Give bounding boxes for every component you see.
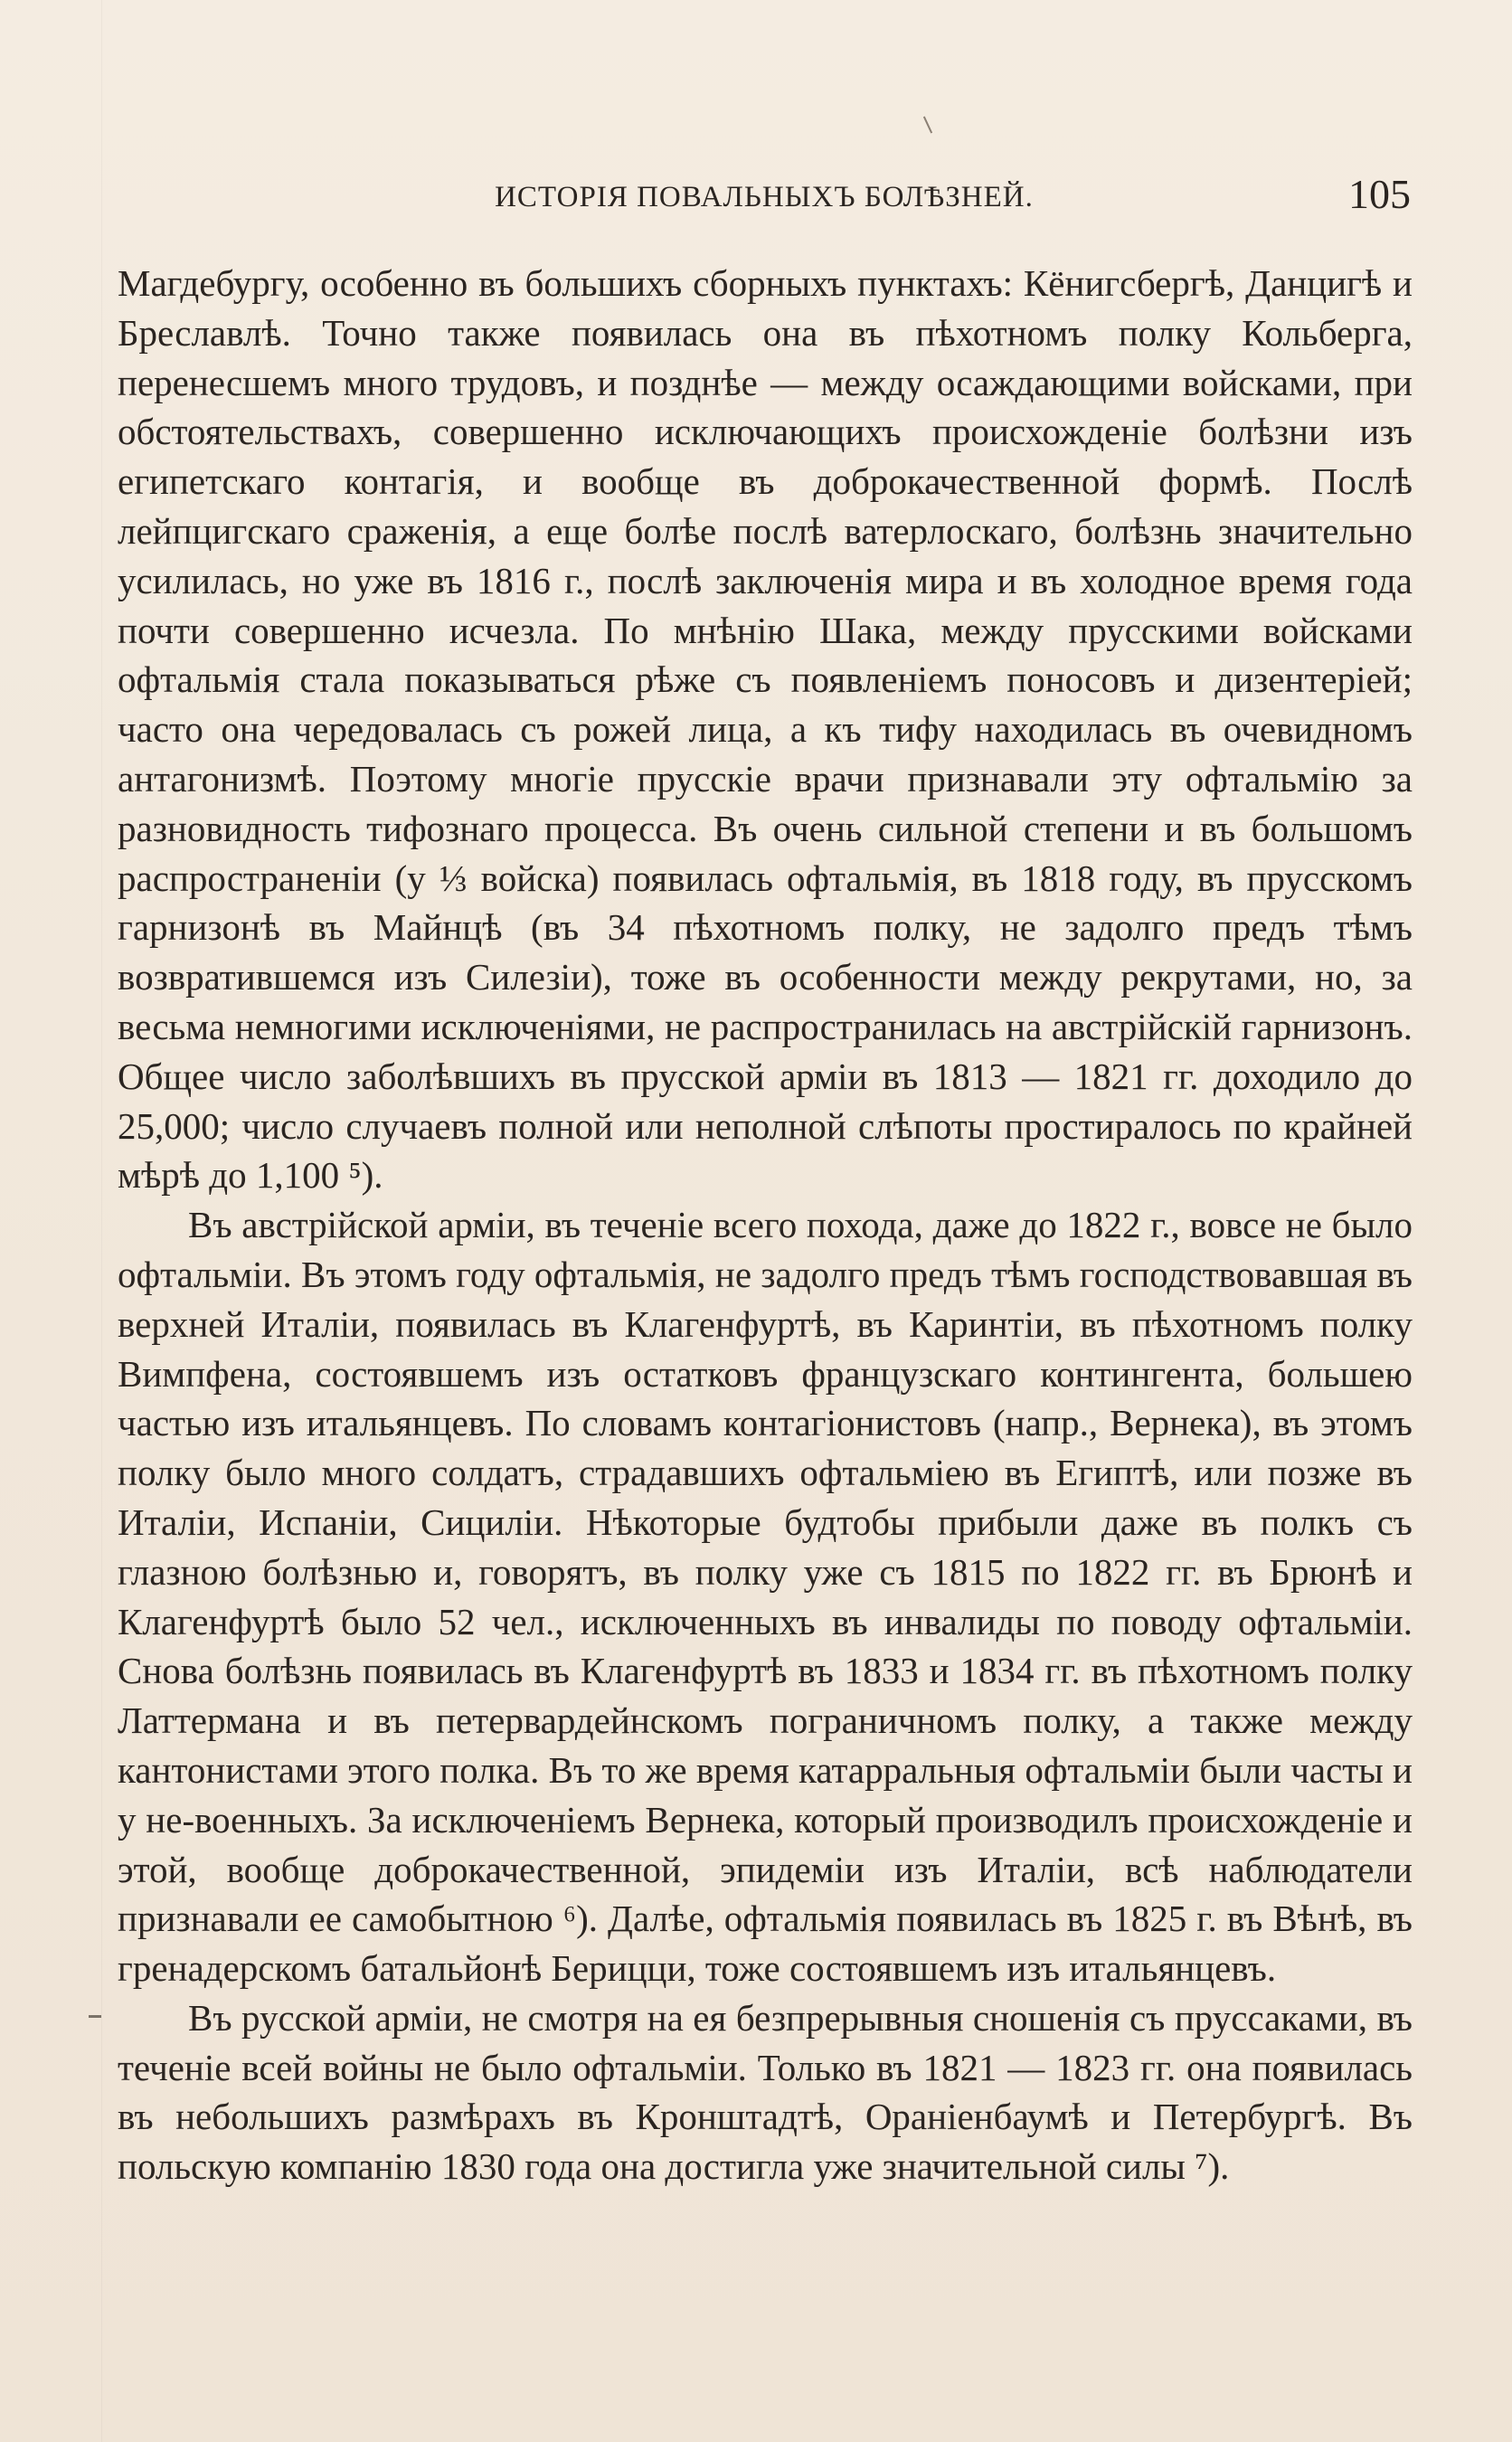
page-header [118, 170, 1411, 224]
page-fold-shadow [101, 0, 102, 2442]
page-number: 105 [1348, 171, 1411, 217]
body-text [118, 259, 1413, 2191]
paragraph: Въ русской арміи, не смотря на ея безпрерывныя сношенія съ пруссаками, въ теченіе всей войны не было офтальміи. Только въ 1821 — 1823 гг. она появилась въ небольшихъ размѣрахъ въ Кронштадтѣ, Ораніенбаумѣ и Петербургѣ. Въ польскую компанію 1830 года она достигла уже значительной силы ⁷). [118, 1996, 1413, 2188]
margin-dash [89, 2015, 101, 2018]
paragraph: Магдебургу, особенно въ большихъ сборныхъ пунктахъ: Кёнигсбергѣ, Данцигѣ и Бреславлѣ. Точно также появилась она въ пѣхотномъ полку Кольберга, перенесшемъ много трудовъ, и позднѣе — между осаждающими войсками, при обстоятельствахъ, совершенно исключающихъ происхожденіе болѣзни изъ египетскаго контагія, и вообще въ доброкачественной формѣ. Послѣ лейпцигскаго сраженія, а еще болѣе послѣ ватерлоскаго, болѣзнь значительно усилилась, но уже въ 1816 г., послѣ заключенія мира и въ холодное время года почти совершенно исчезла. По мнѣнію Шака, между прусскими войсками офтальмія стала показываться рѣже съ появленіемъ поносовъ и дизентеріей; часто она чередовалась съ рожей лица, а къ тифу находилась въ очевидномъ антагонизмѣ. Поэтому многіе прусскіе врачи признавали эту офтальмію за разновидность тифознаго процесса. Въ очень сильной степени и въ большомъ распространеніи (у ⅓ войска) появилась офтальмія, въ 1818 году, въ прусскомъ гарнизонѣ въ Майнцѣ (въ 34 пѣхотномъ полку, не задолго предъ тѣмъ возвратившемся изъ Силезіи), тоже въ особенности между рекрутами, но, за весьма немногими исключеніями, не распространилась на австрійскій гарнизонъ. Общее число заболѣвшихъ въ прусской арміи въ 1813 — 1821 гг. доходило до 25,000; число случаевъ полной или неполной слѣпоты простиралось по крайней мѣрѣ до 1,100 ⁵). [118, 262, 1413, 1197]
margin-mark [923, 117, 932, 134]
paragraph: Въ австрійской арміи, въ теченіе всего похода, даже до 1822 г., вовсе не было офтальміи. Въ этомъ году офтальмія, не задолго предъ тѣмъ господствовавшая въ верхней Италіи, появилась въ Клагенфуртѣ, въ Каринтіи, въ пѣхотномъ полку Вимпфена, состоявшемъ изъ остатковъ французскаго контингента, большею частью изъ итальянцевъ. По словамъ контагіонистовъ (напр., Вернека), въ этомъ полку было много солдатъ, страдавшихъ офтальміею въ Египтѣ, или позже въ Италіи, Испаніи, Сициліи. Нѣкоторые будтобы прибыли даже въ полкъ съ глазною болѣзнью и, говорятъ, въ полку уже съ 1815 по 1822 гг. въ Брюнѣ и Клагенфуртѣ было 52 чел., исключенныхъ въ инвалиды по поводу офтальміи. Снова болѣзнь появилась въ Клагенфуртѣ въ 1833 и 1834 гг. въ пѣхотномъ полку Латтермана и въ петервардейнскомъ пограничномъ полку, а также между кантонистами этого полка. Въ то же время катарральныя офтальміи были часты и у не-военныхъ. За исключеніемъ Вернека, который производилъ происхожденіе и этой, вообще доброкачественной, эпидеміи изъ Италіи, всѣ наблюдатели признавали ее самобытною ⁶). Далѣе, офтальмія появилась въ 1825 г. въ Вѣнѣ, въ гренадерскомъ батальйонѣ Берицци, тоже состоявшемъ изъ итальянцевъ. [118, 1204, 1413, 1990]
running-title: ИСТОРІЯ ПОВАЛЬНЫХЪ БОЛѢЗНЕЙ. [495, 181, 1034, 213]
